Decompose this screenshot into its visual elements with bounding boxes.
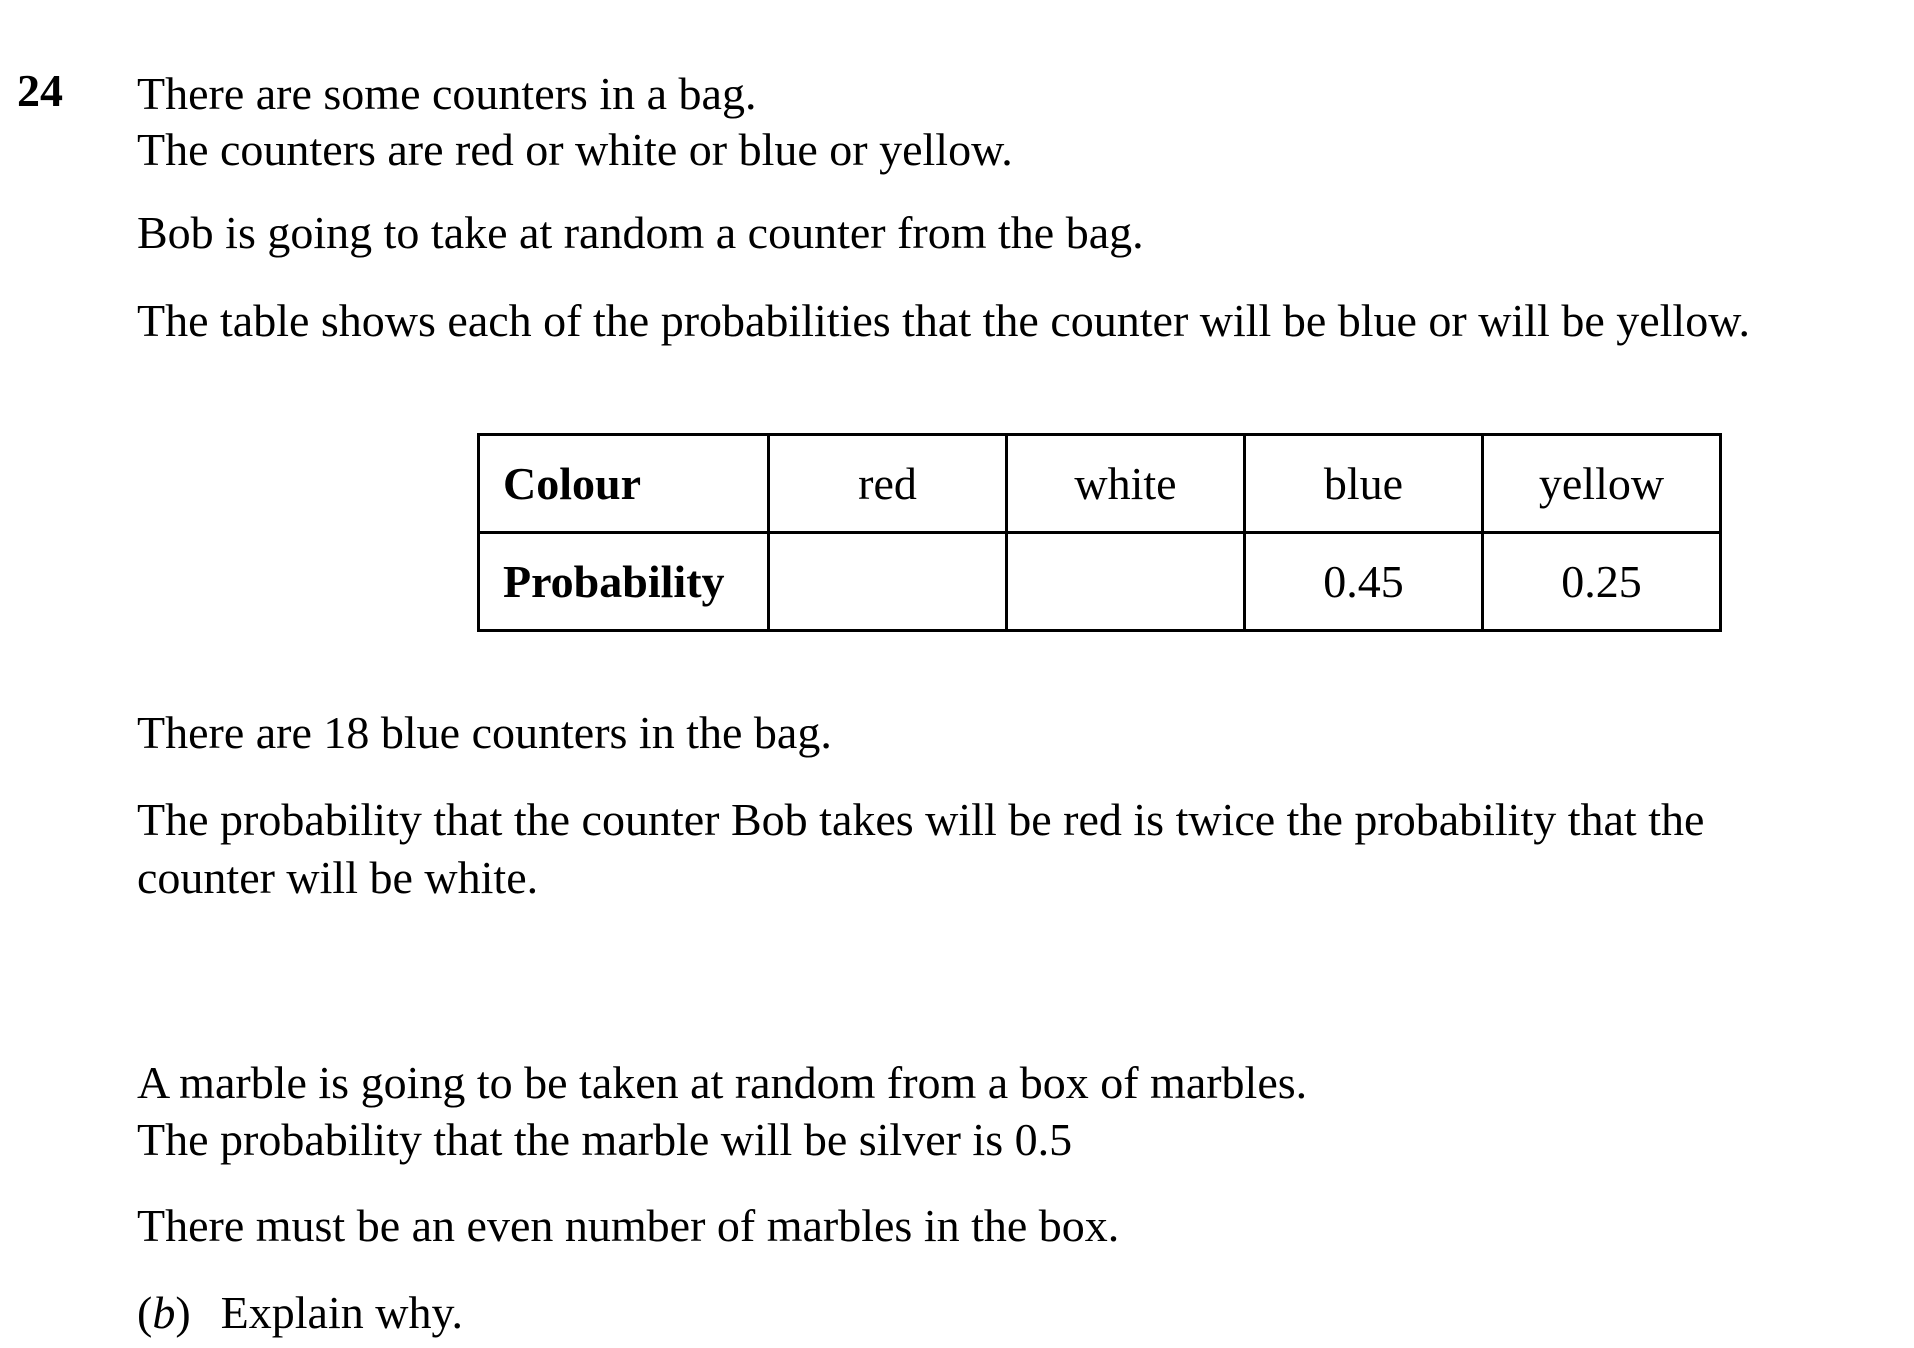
table-row-probability	[479, 533, 1721, 631]
intro-line-2: The counters are red or white or blue or yellow.	[137, 124, 1013, 175]
table-header-colour: Colour	[479, 435, 769, 533]
table-cell-probability-yellow: 0.25	[1483, 533, 1721, 631]
table-header-probability: Probability	[479, 533, 769, 631]
intro-line-3: Bob is going to take at random a counter from the bag.	[137, 207, 1144, 258]
marbles-line-2: The probability that the marble will be silver is 0.5	[137, 1114, 1073, 1165]
table-cell-colour-blue: blue	[1245, 435, 1483, 533]
probability-table	[477, 433, 1722, 632]
table-row-colour	[479, 435, 1721, 533]
table-cell-colour-white: white	[1007, 435, 1245, 533]
info-line-3: counter will be white.	[137, 852, 539, 903]
part-b-text: Explain why.	[220, 1287, 463, 1338]
marbles-line-1: A marble is going to be taken at random from a box of marbles.	[137, 1057, 1308, 1108]
marbles-line-3: There must be an even number of marbles in the box.	[137, 1200, 1120, 1251]
table-cell-probability-red	[769, 533, 1007, 631]
part-b-prompt	[137, 1285, 463, 1341]
info-line-2: The probability that the counter Bob takes will be red is twice the probability that the	[137, 794, 1705, 845]
table-cell-colour-yellow: yellow	[1483, 435, 1721, 533]
table-cell-probability-white	[1007, 533, 1245, 631]
table-cell-probability-blue: 0.45	[1245, 533, 1483, 631]
table-cell-colour-red: red	[769, 435, 1007, 533]
intro-line-4: The table shows each of the probabilities that the counter will be blue or will be yellow.	[137, 295, 1750, 346]
part-b-letter: b	[152, 1287, 176, 1338]
intro-line-1: There are some counters in a bag.	[137, 68, 757, 119]
info-line-1: There are 18 blue counters in the bag.	[137, 707, 832, 758]
part-b-close-paren: )	[175, 1287, 191, 1338]
part-b-open-paren: (	[137, 1287, 153, 1338]
question-number: 24	[17, 65, 63, 116]
